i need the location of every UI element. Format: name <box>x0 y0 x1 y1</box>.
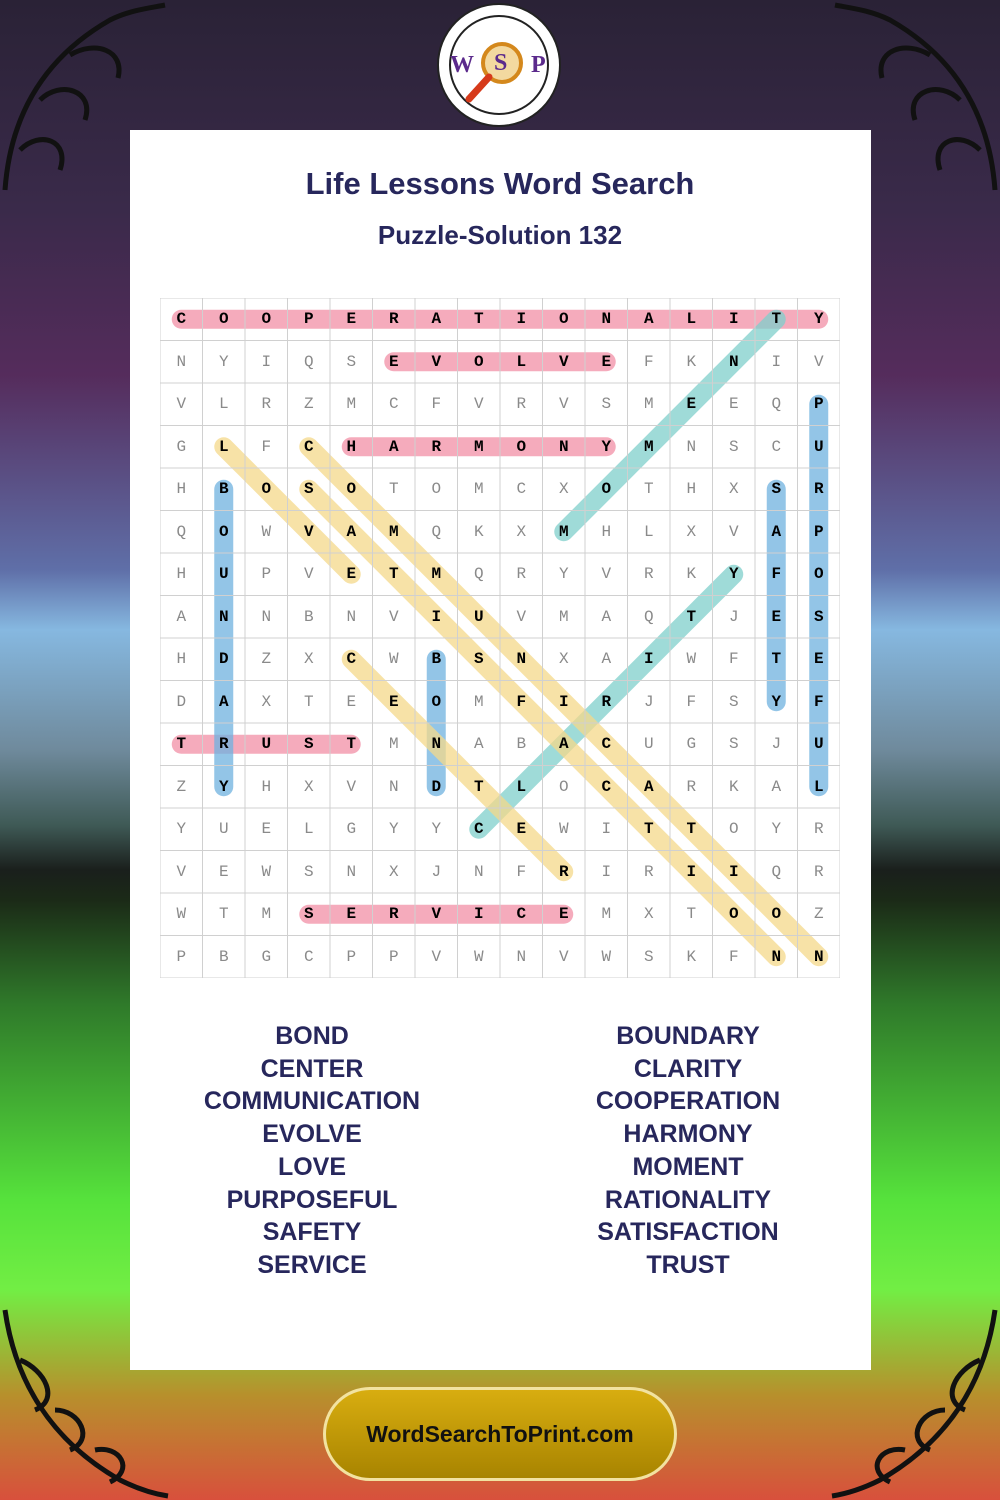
grid-cell[interactable]: N <box>176 352 187 371</box>
grid-cell[interactable]: I <box>261 352 272 371</box>
grid-cell[interactable]: E <box>346 310 357 329</box>
grid-cell[interactable]: L <box>643 522 654 541</box>
grid-cell[interactable]: Q <box>771 862 782 881</box>
grid-cell[interactable]: E <box>346 692 357 711</box>
grid-cell[interactable]: K <box>728 777 739 796</box>
grid-cell[interactable]: Y <box>431 820 442 839</box>
grid-cell[interactable]: A <box>601 607 612 626</box>
grid-cell[interactable]: X <box>558 480 569 499</box>
grid-cell[interactable]: T <box>686 820 697 839</box>
grid-cell[interactable]: G <box>261 947 272 966</box>
grid-cell[interactable]: F <box>431 395 442 414</box>
grid-cell[interactable]: T <box>686 905 697 924</box>
grid-cell[interactable]: N <box>771 947 782 966</box>
grid-cell[interactable]: T <box>643 480 654 499</box>
grid-cell[interactable]: Y <box>558 565 569 584</box>
grid-cell[interactable]: F <box>728 947 739 966</box>
grid-cell[interactable]: F <box>643 352 654 371</box>
grid-cell[interactable]: M <box>643 437 654 456</box>
grid-cell[interactable]: J <box>771 735 782 754</box>
grid-cell[interactable]: X <box>303 777 314 796</box>
grid-cell[interactable]: R <box>388 310 399 329</box>
grid-cell[interactable]: O <box>431 692 442 711</box>
grid-cell[interactable]: R <box>218 735 229 754</box>
grid-cell[interactable]: T <box>643 820 654 839</box>
grid-cell[interactable]: N <box>558 437 569 456</box>
grid-cell[interactable]: M <box>643 395 654 414</box>
grid-cell[interactable]: R <box>643 565 654 584</box>
word-item: LOVE <box>277 1152 347 1181</box>
grid-cell[interactable]: N <box>473 862 484 881</box>
grid-cell[interactable]: V <box>431 352 442 371</box>
grid-cell[interactable]: N <box>813 947 824 966</box>
grid-cell[interactable]: S <box>303 735 314 754</box>
grid-cell[interactable]: H <box>176 650 187 669</box>
grid-cell[interactable]: D <box>431 777 442 796</box>
grid-cell[interactable]: N <box>686 437 697 456</box>
grid-cell[interactable]: U <box>473 607 484 626</box>
grid-cell[interactable]: Q <box>303 352 314 371</box>
grid-cell[interactable]: N <box>431 735 442 754</box>
word-item: HARMONY <box>623 1120 753 1149</box>
grid-cell[interactable]: M <box>388 735 399 754</box>
grid-cell[interactable]: V <box>176 862 187 881</box>
grid-cell[interactable]: Y <box>771 692 782 711</box>
grid-cell[interactable]: S <box>728 735 739 754</box>
grid-cell[interactable]: S <box>473 650 484 669</box>
grid-cell[interactable]: R <box>643 862 654 881</box>
word-item: CENTER <box>260 1054 364 1083</box>
grid-cell[interactable]: T <box>473 777 484 796</box>
word-list-right <box>528 1020 848 1282</box>
grid-cell[interactable]: F <box>813 692 824 711</box>
grid-cell[interactable]: O <box>261 480 272 499</box>
grid-cell[interactable]: X <box>516 522 527 541</box>
grid-cell[interactable]: Z <box>261 650 272 669</box>
grid-cell[interactable]: Q <box>473 565 484 584</box>
grid-cell[interactable]: B <box>516 735 527 754</box>
grid-cell[interactable]: L <box>686 310 697 329</box>
word-item: PURPOSEFUL <box>226 1185 398 1214</box>
grid-cell[interactable]: E <box>346 905 357 924</box>
grid-cell[interactable]: N <box>346 862 357 881</box>
grid-cell[interactable]: T <box>686 607 697 626</box>
grid-cell[interactable]: E <box>388 352 399 371</box>
grid-cell[interactable]: E <box>346 565 357 584</box>
grid-cell[interactable]: E <box>558 905 569 924</box>
grid-cell[interactable]: K <box>473 522 484 541</box>
grid-cell[interactable]: S <box>643 947 654 966</box>
grid-cell[interactable]: S <box>728 437 739 456</box>
grid-cell[interactable]: Z <box>813 905 824 924</box>
grid-cell[interactable]: P <box>346 947 357 966</box>
grid-cell[interactable]: E <box>601 352 612 371</box>
grid-cell[interactable]: Y <box>218 352 229 371</box>
grid-cell[interactable]: S <box>728 692 739 711</box>
grid-cell[interactable]: V <box>388 607 399 626</box>
grid-cell[interactable]: C <box>473 820 484 839</box>
grid-cell[interactable]: V <box>516 607 527 626</box>
grid-cell[interactable]: E <box>261 820 272 839</box>
grid-cell[interactable]: M <box>261 905 272 924</box>
grid-cell[interactable]: C <box>601 735 612 754</box>
grid-cell[interactable]: K <box>686 947 697 966</box>
grid-cell[interactable]: S <box>346 352 357 371</box>
grid-cell[interactable]: W <box>601 947 612 966</box>
grid-cell[interactable]: O <box>516 437 527 456</box>
grid-cell[interactable]: L <box>813 777 824 796</box>
word-item: RATIONALITY <box>604 1185 772 1214</box>
word-list-left <box>152 1020 472 1282</box>
grid-cell[interactable]: U <box>218 565 229 584</box>
grid-cell[interactable]: K <box>686 352 697 371</box>
grid-cell[interactable]: M <box>473 437 484 456</box>
grid-cell[interactable]: H <box>261 777 272 796</box>
grid-cell[interactable]: P <box>813 395 824 414</box>
grid-cell[interactable]: A <box>388 437 399 456</box>
grid-cell[interactable]: N <box>218 607 229 626</box>
logo-letter-w: W <box>450 52 474 78</box>
grid-cell[interactable]: A <box>643 310 654 329</box>
grid-cell[interactable]: R <box>388 905 399 924</box>
grid-cell[interactable]: A <box>558 735 569 754</box>
grid-cell[interactable]: Q <box>431 522 442 541</box>
grid-cell[interactable]: A <box>643 777 654 796</box>
site-link-button[interactable] <box>323 1387 677 1481</box>
grid-cell[interactable]: T <box>176 735 187 754</box>
grid-cell[interactable]: W <box>558 820 569 839</box>
grid-cell[interactable]: O <box>346 480 357 499</box>
grid-cell[interactable]: N <box>516 947 527 966</box>
grid-cell[interactable]: T <box>346 735 357 754</box>
grid-cell[interactable]: D <box>176 692 187 711</box>
grid-cell[interactable]: O <box>771 905 782 924</box>
word-item: EVOLVE <box>262 1120 362 1149</box>
grid-cell[interactable]: L <box>516 352 527 371</box>
site-link-label: WordSearchToPrint.com <box>366 1420 634 1447</box>
grid-cell[interactable]: J <box>643 692 654 711</box>
word-item: TRUST <box>646 1250 730 1279</box>
grid-cell[interactable]: W <box>388 650 399 669</box>
grid-cell[interactable]: E <box>218 862 229 881</box>
page-subtitle: Puzzle-Solution 132 <box>377 220 623 250</box>
grid-cell[interactable]: E <box>516 820 527 839</box>
grid-cell[interactable]: D <box>218 650 229 669</box>
grid-cell[interactable]: G <box>176 437 187 456</box>
grid-cell[interactable]: O <box>728 820 739 839</box>
word-item: SATISFACTION <box>597 1218 779 1247</box>
grid-cell[interactable]: U <box>261 735 272 754</box>
grid-cell[interactable]: I <box>601 820 612 839</box>
word-item: COOPERATION <box>595 1087 781 1116</box>
grid-cell[interactable]: H <box>176 565 187 584</box>
grid-cell[interactable]: I <box>558 692 569 711</box>
grid-cell[interactable]: A <box>218 692 229 711</box>
grid-cell[interactable]: W <box>261 522 272 541</box>
grid-cell[interactable]: C <box>176 310 187 329</box>
grid-cell[interactable]: Q <box>176 522 187 541</box>
grid-cell[interactable]: E <box>771 607 782 626</box>
grid-cell[interactable]: O <box>558 777 569 796</box>
grid-cell[interactable]: C <box>516 905 527 924</box>
grid-cell[interactable]: O <box>813 565 824 584</box>
grid-cell[interactable]: E <box>686 395 697 414</box>
grid-cell[interactable]: A <box>601 650 612 669</box>
grid-cell[interactable]: W <box>261 862 272 881</box>
grid-cell[interactable]: R <box>516 395 527 414</box>
grid-cell[interactable]: M <box>346 395 357 414</box>
grid-cell[interactable]: Y <box>388 820 399 839</box>
grid-cell[interactable]: Y <box>601 437 612 456</box>
grid-cell[interactable]: P <box>261 565 272 584</box>
grid-cell[interactable]: S <box>303 905 314 924</box>
grid-cell[interactable]: M <box>388 522 399 541</box>
grid-cell[interactable]: V <box>728 522 739 541</box>
grid-cell[interactable]: T <box>388 565 399 584</box>
grid-cell[interactable]: K <box>686 565 697 584</box>
word-item: CLARITY <box>633 1054 743 1083</box>
grid-cell[interactable]: Y <box>813 310 824 329</box>
grid-cell[interactable]: H <box>346 437 357 456</box>
grid-cell[interactable]: L <box>516 777 527 796</box>
grid-cell[interactable]: B <box>218 480 229 499</box>
grid-cell[interactable]: X <box>643 905 654 924</box>
grid-cell[interactable]: O <box>218 522 229 541</box>
grid-cell[interactable]: T <box>771 650 782 669</box>
grid-cell[interactable]: S <box>813 607 824 626</box>
grid-cell[interactable]: X <box>388 862 399 881</box>
grid-cell[interactable]: N <box>388 777 399 796</box>
grid-cell[interactable]: I <box>643 650 654 669</box>
grid-cell[interactable]: R <box>601 692 612 711</box>
grid-cell[interactable]: F <box>686 692 697 711</box>
grid-cell[interactable]: C <box>601 777 612 796</box>
grid-cell[interactable]: U <box>643 735 654 754</box>
grid-cell[interactable]: Y <box>771 820 782 839</box>
grid-cell[interactable]: F <box>728 650 739 669</box>
grid-cell[interactable]: C <box>388 395 399 414</box>
grid-cell[interactable]: H <box>176 480 187 499</box>
grid-cell[interactable]: M <box>473 480 484 499</box>
grid-cell[interactable]: B <box>303 607 314 626</box>
grid-cell[interactable]: F <box>261 437 272 456</box>
grid-cell[interactable]: Q <box>771 395 782 414</box>
grid-cell[interactable]: V <box>346 777 357 796</box>
word-item: MOMENT <box>632 1152 744 1181</box>
grid-cell[interactable]: O <box>601 480 612 499</box>
grid-cell[interactable]: V <box>558 352 569 371</box>
grid-cell[interactable]: R <box>431 437 442 456</box>
grid-cell[interactable]: B <box>218 947 229 966</box>
grid-cell[interactable]: I <box>771 352 782 371</box>
grid-cell[interactable]: R <box>686 777 697 796</box>
wsp-logo <box>437 3 561 127</box>
grid-cell[interactable]: T <box>771 310 782 329</box>
grid-cell[interactable]: U <box>813 735 824 754</box>
grid-cell[interactable]: R <box>516 565 527 584</box>
grid-cell[interactable]: X <box>261 692 272 711</box>
grid-cell[interactable]: V <box>176 395 187 414</box>
grid-cell[interactable]: O <box>473 352 484 371</box>
grid-cell[interactable]: S <box>303 862 314 881</box>
grid-cell[interactable]: X <box>686 522 697 541</box>
grid-cell[interactable]: J <box>728 607 739 626</box>
grid-cell[interactable]: F <box>771 565 782 584</box>
grid-cell[interactable]: S <box>771 480 782 499</box>
grid-cell[interactable]: M <box>473 692 484 711</box>
grid-cell[interactable]: P <box>388 947 399 966</box>
grid-cell[interactable]: L <box>303 820 314 839</box>
grid-cell[interactable]: O <box>558 310 569 329</box>
grid-cell[interactable]: N <box>516 650 527 669</box>
word-item: BOND <box>275 1022 349 1050</box>
grid-cell[interactable]: O <box>431 480 442 499</box>
grid-cell[interactable]: Y <box>218 777 229 796</box>
grid-cell[interactable]: B <box>431 650 442 669</box>
grid-cell[interactable]: C <box>303 947 314 966</box>
grid-cell[interactable]: S <box>303 480 314 499</box>
grid-cell[interactable]: F <box>516 862 527 881</box>
grid-cell[interactable]: P <box>813 522 824 541</box>
grid-cell[interactable]: A <box>346 522 357 541</box>
grid-cell[interactable]: A <box>473 735 484 754</box>
grid-cell[interactable]: P <box>303 310 314 329</box>
grid-cell[interactable]: U <box>218 820 229 839</box>
grid-cell[interactable]: Z <box>303 395 314 414</box>
grid-cell[interactable]: V <box>601 565 612 584</box>
grid-cell[interactable]: M <box>431 565 442 584</box>
grid-cell[interactable]: E <box>728 395 739 414</box>
grid-cell[interactable]: R <box>558 862 569 881</box>
grid-cell[interactable]: I <box>728 862 739 881</box>
grid-cell[interactable]: L <box>218 395 229 414</box>
grid-cell[interactable]: E <box>388 692 399 711</box>
grid-cell[interactable]: S <box>601 395 612 414</box>
grid-cell[interactable]: N <box>728 352 739 371</box>
grid-cell[interactable]: V <box>431 905 442 924</box>
grid-cell[interactable]: T <box>388 480 399 499</box>
grid-cell[interactable]: G <box>686 735 697 754</box>
grid-cell[interactable]: A <box>771 777 782 796</box>
grid-cell[interactable]: V <box>303 522 314 541</box>
grid-cell[interactable]: C <box>303 437 314 456</box>
grid-cell[interactable]: Q <box>643 607 654 626</box>
grid-cell[interactable]: E <box>813 650 824 669</box>
grid-cell[interactable]: Z <box>176 777 187 796</box>
grid-cell[interactable]: T <box>473 310 484 329</box>
grid-cell[interactable]: O <box>728 905 739 924</box>
grid-cell[interactable]: V <box>473 395 484 414</box>
word-item: BOUNDARY <box>616 1022 760 1050</box>
word-item: SERVICE <box>257 1250 367 1279</box>
grid-cell[interactable]: A <box>176 607 187 626</box>
grid-cell[interactable]: L <box>218 437 229 456</box>
letter-grid <box>160 298 840 978</box>
grid-cell[interactable]: C <box>516 480 527 499</box>
grid-cell[interactable]: O <box>261 310 272 329</box>
grid-cell[interactable]: V <box>813 352 824 371</box>
grid-cell[interactable]: F <box>516 692 527 711</box>
grid-cell[interactable]: X <box>728 480 739 499</box>
grid-cell[interactable]: Y <box>176 820 187 839</box>
grid-cell[interactable]: A <box>771 522 782 541</box>
grid-cell[interactable]: I <box>516 310 527 329</box>
grid-cell[interactable]: I <box>431 607 442 626</box>
word-item: COMMUNICATION <box>203 1087 421 1116</box>
grid-cell[interactable]: I <box>728 310 739 329</box>
grid-cell[interactable]: V <box>431 947 442 966</box>
grid-cell[interactable]: A <box>431 310 442 329</box>
grid-cell[interactable]: U <box>813 437 824 456</box>
grid-cell[interactable]: N <box>261 607 272 626</box>
grid-cell[interactable]: T <box>303 692 314 711</box>
grid-cell[interactable]: R <box>813 820 824 839</box>
grid-cell[interactable]: H <box>601 522 612 541</box>
grid-cell[interactable]: X <box>558 650 569 669</box>
grid-cell[interactable]: N <box>601 310 612 329</box>
grid-cell[interactable]: P <box>176 947 187 966</box>
page-title: Life Lessons Word Search <box>305 166 695 201</box>
grid-cell[interactable]: O <box>218 310 229 329</box>
grid-cell[interactable]: C <box>346 650 357 669</box>
grid-cell[interactable]: M <box>558 607 569 626</box>
grid-cell[interactable]: W <box>176 905 187 924</box>
grid-cell[interactable]: R <box>813 480 824 499</box>
grid-cell[interactable]: J <box>431 862 442 881</box>
grid-cell[interactable]: R <box>813 862 824 881</box>
grid-cell[interactable]: W <box>686 650 697 669</box>
grid-cell[interactable]: C <box>771 437 782 456</box>
logo-letter-s: S <box>494 50 508 76</box>
grid-cell[interactable]: N <box>346 607 357 626</box>
grid-cell[interactable]: M <box>601 905 612 924</box>
grid-cell[interactable]: T <box>218 905 229 924</box>
grid-cell[interactable]: V <box>303 565 314 584</box>
grid-cell[interactable]: R <box>261 395 272 414</box>
word-item: SAFETY <box>262 1218 362 1247</box>
logo-letter-p: P <box>531 52 546 78</box>
grid-cell[interactable]: W <box>473 947 484 966</box>
grid-cell[interactable]: I <box>473 905 484 924</box>
grid-cell[interactable]: M <box>558 522 569 541</box>
grid-cell[interactable]: X <box>303 650 314 669</box>
grid-cell[interactable]: I <box>601 862 612 881</box>
grid-cell[interactable]: V <box>558 395 569 414</box>
grid-cell[interactable]: I <box>686 862 697 881</box>
grid-cell[interactable]: V <box>558 947 569 966</box>
grid-cell[interactable]: G <box>346 820 357 839</box>
grid-cell[interactable]: Y <box>728 565 739 584</box>
grid-cell[interactable]: H <box>686 480 697 499</box>
